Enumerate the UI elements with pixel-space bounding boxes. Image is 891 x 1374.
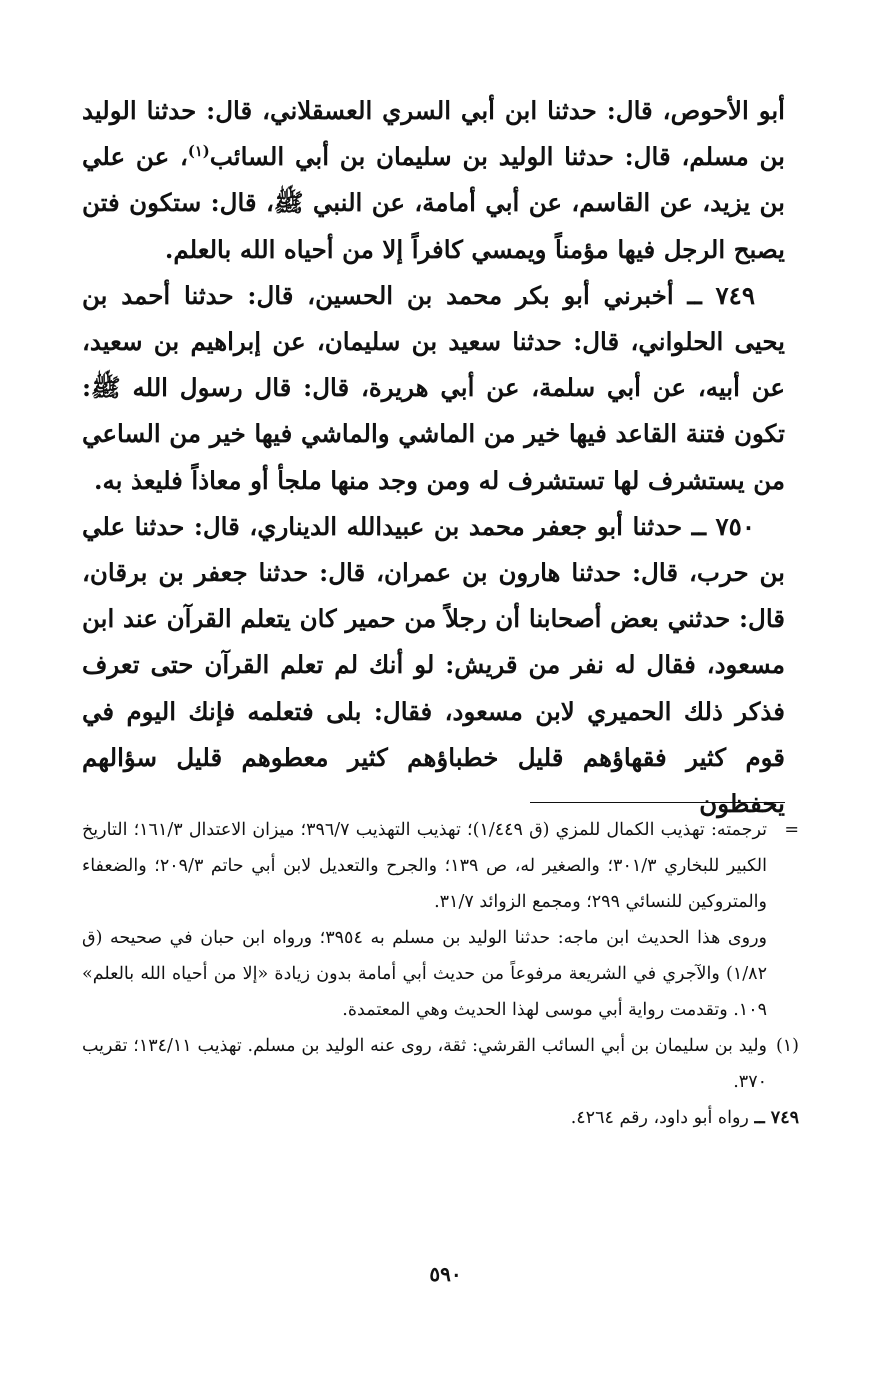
main-text bbox=[82, 88, 785, 827]
footnote-reference: (١) bbox=[187, 143, 210, 161]
footnote-separator bbox=[530, 802, 785, 803]
hadith-750: ٧٥٠ ــ حدثنا أبو جعفر محمد بن عبيدالله الديناري، قال: حدثنا علي بن حرب، قال: حدثنا هارون بن عمران، قال: حدثنا جعفر بن برقان، قال: حدثني بعض أصحابنا أن رجلاً من حمير كان يتعلم القرآن عند ابن مسعود، فقال له نفر من قريش: لو أنك لم تعلم القرآن حتى تعرف فذكر ذلك الحميري لابن مسعود، فقال: بلى فتعلمه فإنك اليوم في قوم كثير فقهاؤهم قليل خطباؤهم كثير معطوهم قليل سؤالهم يحفظون bbox=[82, 511, 785, 819]
footnote-749: ٧٤٩ ــ رواه أبو داود، رقم ٤٢٦٤. bbox=[570, 1108, 799, 1128]
paragraph-continuation: أبو الأحوص، قال: حدثنا ابن أبي السري العسقلاني، قال: حدثنا الوليد بن مسلم، قال: حدثنا الوليد بن سليمان بن أبي السائب$^{(١)}$، عن علي بن يزيد، عن القاسم، عن أبي أمامة، عن النبي ﷺ، قال: ستكون فتن يصبح الرجل فيها مؤمناً ويمسي كافراً إلا من أحياه الله بالعلم. bbox=[82, 96, 785, 264]
footnote-749-marker: ٧٤٩ ــ bbox=[754, 1108, 799, 1128]
footnotes bbox=[82, 812, 799, 1136]
footnote-1: (١) وليد بن سليمان بن أبي السائب القرشي: ثقة، روى عنه الوليد بن مسلم. تهذيب ١٣٤/١١؛ تقريب ٣٧٠. bbox=[82, 1028, 799, 1100]
footnote-1-marker: (١) bbox=[775, 1036, 799, 1056]
footnote-continued: = ترجمته: تهذيب الكمال للمزي (ق ١/٤٤٩)؛ تهذيب التهذيب ٣٩٦/٧؛ ميزان الاعتدال ١٦١/٣؛ التاريخ الكبير للبخاري ٣٠١/٣؛ والصغير له، ص ١٣٩؛ والجرح والتعديل لابن أبي حاتم ٢٠٩/٣؛ والضعفاء والمتروكين للنسائي ٢٩٩؛ ومجمع الزوائد ٣١/٧. وروى هذا الحديث ابن ماجه: حدثنا الوليد بن مسلم به ٣٩٥٤؛ ورواه ابن حبان في صحيحه (ق ١/٨٢) والآجري في الشريعة مرفوعاً من حديث أبي أمامة بدون زيادة «إلا من أحياه الله بالعلم» ١٠٩. وتقدمت رواية أبي موسى لهذا الحديث وهي المعتمدة. bbox=[82, 812, 799, 1028]
page-number: ٥٩٠ bbox=[429, 1262, 462, 1286]
hadith-749: ٧٤٩ ــ أخبرني أبو بكر محمد بن الحسين، قال: حدثنا أحمد بن يحيى الحلواني، قال: حدثنا سعيد بن سليمان، عن إبراهيم بن سعيد، عن أبيه، عن أبي سلمة، عن أبي هريرة، قال: قال رسول الله ﷺ: تكون فتنة القاعد فيها خير من الماشي والماشي فيها خير من الساعي من يستشرف لها تستشرف له ومن وجد منها ملجأ أو معاذاً فليعذ به. bbox=[82, 280, 785, 495]
continuation-marker: = bbox=[784, 820, 799, 840]
